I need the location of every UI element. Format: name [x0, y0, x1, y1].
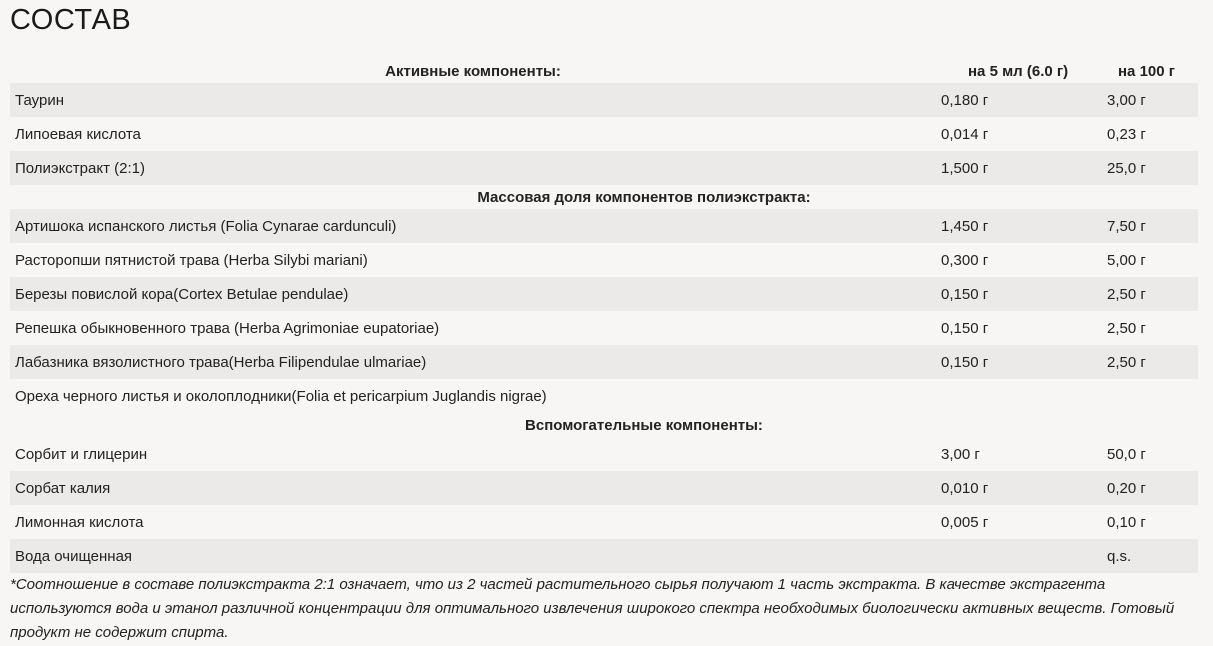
row-value-5ml: 1,500 г: [936, 151, 1102, 185]
row-name: Березы повислой кора(Cortex Betulae pendulae): [10, 277, 936, 311]
row-value-5ml: [936, 539, 1102, 573]
section-title: Вспомогательные компоненты:: [525, 416, 763, 434]
table-row: [10, 83, 1198, 117]
table-row: [10, 311, 1198, 345]
header-per-100g: на 100 г: [1118, 63, 1176, 80]
footnote: *Соотношение в составе полиэкстракта 2:1 означает, что из 2 частей растительного сырья получают 1 часть экстракта. В качестве экстрагента используются вода и этанол различной концентрации для оптимального извлечения широкого спектра необходимых биологически активных веществ. Готовый продукт не содержит спирта.: [10, 576, 1175, 641]
row-name: Липоевая кислота: [15, 125, 141, 143]
row-value-100g: 5,00 г: [1107, 251, 1146, 269]
row-value-5ml: 0,014 г: [941, 125, 989, 143]
row-name: Расторопши пятнистой трава (Herba Silybi mariani): [15, 251, 368, 269]
table-row: [10, 117, 1198, 151]
table-row: [10, 243, 1198, 277]
row-value-100g: 7,50 г: [1102, 209, 1198, 243]
row-value-5ml: 0,005 г: [941, 513, 989, 531]
row-value-5ml: 0,150 г: [936, 277, 1102, 311]
page-title: СОСТАВ: [10, 4, 132, 36]
row-value-5ml: 1,450 г: [936, 209, 1102, 243]
row-name: Лабазника вязолистного трава(Herba Filipendulae ulmariae): [10, 345, 936, 379]
table-row: [10, 277, 1198, 311]
row-value-100g: 50,0 г: [1107, 445, 1146, 463]
row-value-100g: 0,20 г: [1102, 471, 1198, 505]
table-row: [10, 345, 1198, 379]
row-value-5ml: 3,00 г: [941, 445, 980, 463]
row-value-5ml: 0,150 г: [936, 345, 1102, 379]
table-row: [10, 539, 1198, 573]
table-row: [10, 379, 1198, 413]
section-header-polyextract: [10, 185, 1198, 209]
row-name: Лимонная кислота: [15, 513, 144, 531]
row-value-100g: q.s.: [1102, 539, 1198, 573]
table-row: [10, 471, 1198, 505]
row-value-5ml: 0,180 г: [936, 83, 1102, 117]
table-row: [10, 437, 1198, 471]
row-value-100g: 0,23 г: [1107, 125, 1146, 143]
row-name: Таурин: [10, 83, 936, 117]
table-row: [10, 151, 1198, 185]
row-value-100g: 25,0 г: [1102, 151, 1198, 185]
row-value-100g: 3,00 г: [1102, 83, 1198, 117]
row-value-100g: 2,50 г: [1107, 319, 1146, 337]
composition-table: [10, 60, 1198, 573]
row-name: Артишока испанского листья (Folia Cynarae cardunculi): [10, 209, 936, 243]
row-value-5ml: 0,010 г: [936, 471, 1102, 505]
row-value-100g: 0,10 г: [1107, 513, 1146, 531]
row-value-100g: [1102, 379, 1198, 413]
section-header-auxiliary: [10, 413, 1198, 437]
row-value-5ml: 0,300 г: [941, 251, 989, 269]
row-name: Репешка обыкновенного трава (Herba Agrimoniae eupatoriae): [15, 319, 440, 337]
row-name: Вода очищенная: [10, 539, 936, 573]
row-value-5ml: 0,150 г: [941, 319, 989, 337]
row-value-100g: 2,50 г: [1102, 277, 1198, 311]
table-header: [10, 60, 1198, 83]
row-name: Ореха черного листья и околоплодники(Folia et pericarpium Juglandis nigrae): [15, 387, 547, 405]
row-name: Сорбит и глицерин: [15, 445, 148, 463]
header-active-components: Активные компоненты:: [385, 63, 561, 80]
header-per-5ml: на 5 мл (6.0 г): [968, 63, 1069, 80]
row-name: Сорбат калия: [10, 471, 936, 505]
row-value-100g: 2,50 г: [1102, 345, 1198, 379]
table-row: [10, 505, 1198, 539]
row-name: Полиэкстракт (2:1): [10, 151, 936, 185]
row-value-5ml: [936, 379, 1102, 413]
table-row: [10, 209, 1198, 243]
section-title: Массовая доля компонентов полиэкстракта:: [477, 188, 811, 206]
